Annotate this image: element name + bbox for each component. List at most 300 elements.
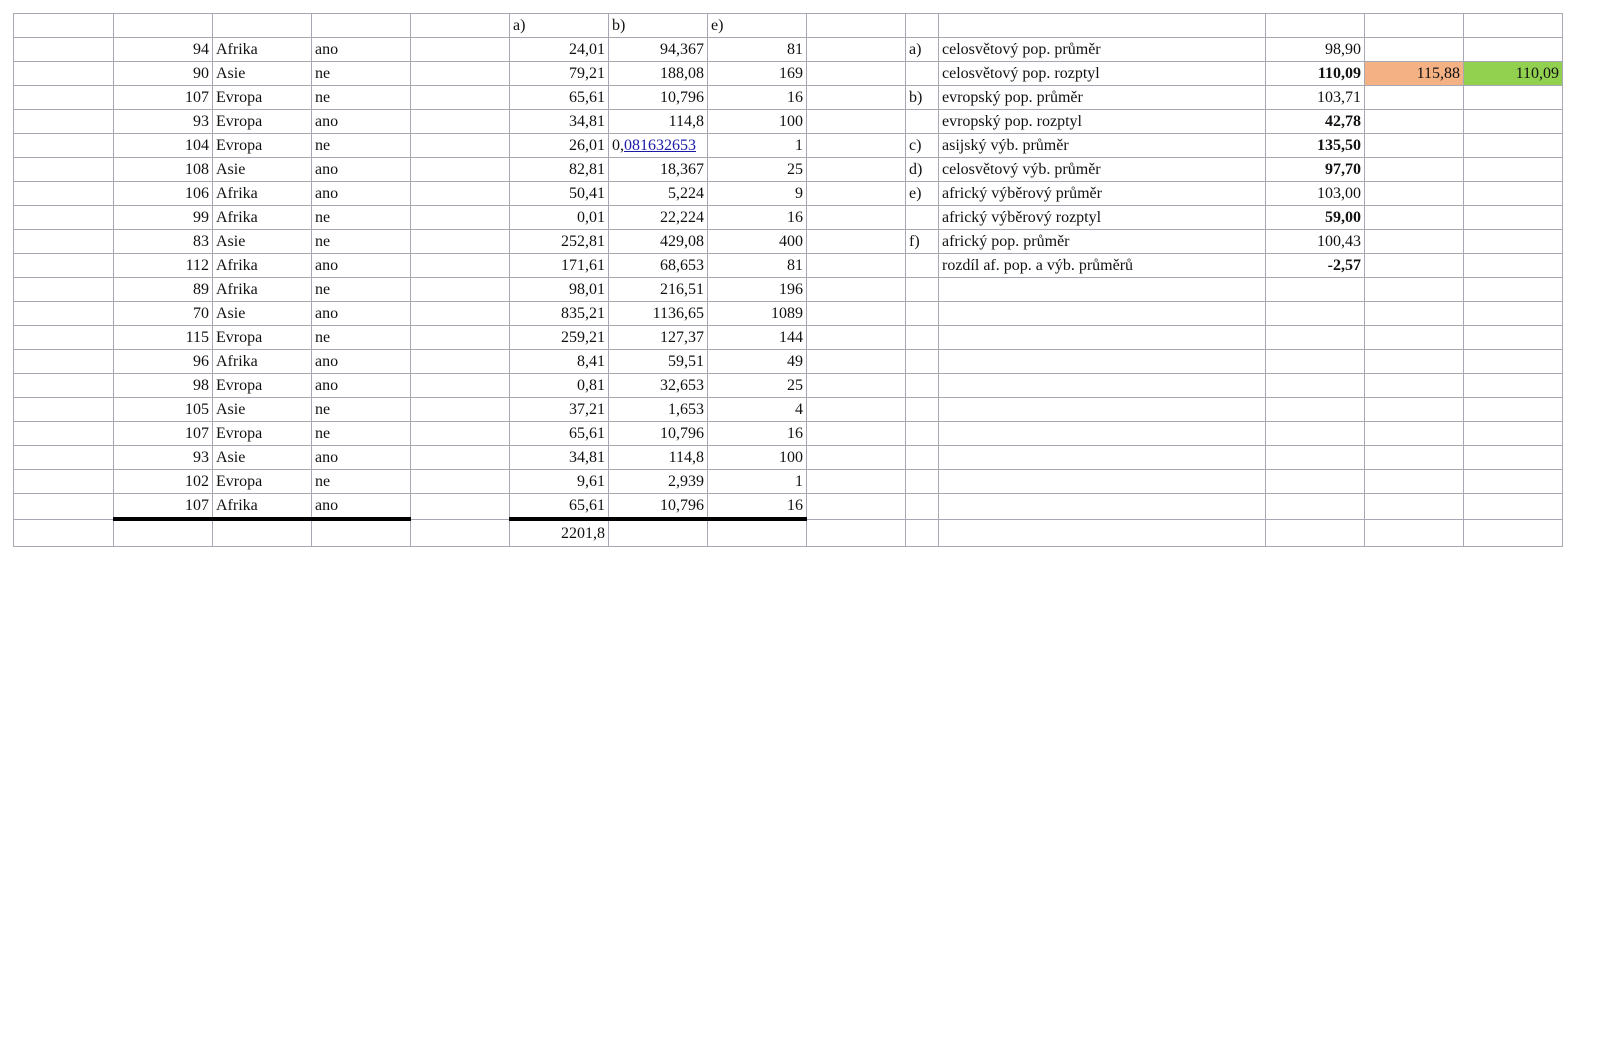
sheet-cell[interactable]	[906, 374, 939, 398]
summary-tag[interactable]: e)	[906, 182, 939, 206]
flag-cell[interactable]: ne	[312, 422, 411, 446]
col-a-cell[interactable]: 98,01	[510, 278, 609, 302]
sheet-cell[interactable]	[14, 206, 114, 230]
column-header-a[interactable]: a)	[510, 14, 609, 38]
flag-cell[interactable]: ano	[312, 254, 411, 278]
summary-tag[interactable]	[906, 110, 939, 134]
flag-cell[interactable]: ano	[312, 350, 411, 374]
sheet-cell[interactable]	[14, 62, 114, 86]
region-cell[interactable]: Asie	[213, 446, 312, 470]
sheet-cell[interactable]	[213, 519, 312, 547]
sheet-cell[interactable]	[807, 182, 906, 206]
region-cell[interactable]: Afrika	[213, 254, 312, 278]
sheet-cell[interactable]	[1365, 182, 1464, 206]
col-e-cell[interactable]: 100	[708, 446, 807, 470]
sheet-cell[interactable]	[1365, 470, 1464, 494]
summary-tag[interactable]: f)	[906, 230, 939, 254]
col-e-cell[interactable]: 16	[708, 494, 807, 520]
col-b-cell[interactable]: 114,8	[609, 446, 708, 470]
value-cell[interactable]: 112	[114, 254, 213, 278]
sheet-cell[interactable]	[411, 398, 510, 422]
col-e-cell[interactable]: 1089	[708, 302, 807, 326]
col-e-cell[interactable]: 16	[708, 206, 807, 230]
sheet-cell[interactable]	[14, 14, 114, 38]
sheet-cell[interactable]	[1464, 134, 1563, 158]
sheet-cell[interactable]	[1464, 86, 1563, 110]
sheet-cell[interactable]	[939, 350, 1266, 374]
col-a-cell[interactable]: 0,81	[510, 374, 609, 398]
value-cell[interactable]: 107	[114, 494, 213, 520]
sheet-cell[interactable]	[807, 494, 906, 520]
sheet-cell[interactable]	[939, 374, 1266, 398]
sheet-cell[interactable]	[1365, 446, 1464, 470]
col-e-cell[interactable]: 144	[708, 326, 807, 350]
sheet-cell[interactable]	[1464, 470, 1563, 494]
summary-extra-green[interactable]: 110,09	[1464, 62, 1563, 86]
region-cell[interactable]: Asie	[213, 398, 312, 422]
col-e-cell[interactable]: 4	[708, 398, 807, 422]
flag-cell[interactable]: ne	[312, 470, 411, 494]
sheet-cell[interactable]	[906, 350, 939, 374]
sheet-cell[interactable]	[14, 278, 114, 302]
sheet-cell[interactable]	[906, 398, 939, 422]
sheet-cell[interactable]	[609, 519, 708, 547]
sheet-cell[interactable]	[411, 494, 510, 520]
sheet-cell[interactable]	[14, 158, 114, 182]
sheet-cell[interactable]	[1266, 494, 1365, 520]
sheet-cell[interactable]	[1464, 110, 1563, 134]
value-cell[interactable]: 96	[114, 350, 213, 374]
sheet-cell[interactable]	[939, 278, 1266, 302]
summary-tag[interactable]	[906, 254, 939, 278]
col-e-cell[interactable]: 25	[708, 374, 807, 398]
col-a-cell[interactable]: 0,01	[510, 206, 609, 230]
col-e-cell[interactable]: 25	[708, 158, 807, 182]
col-a-cell[interactable]: 37,21	[510, 398, 609, 422]
col-a-cell[interactable]: 65,61	[510, 86, 609, 110]
value-cell[interactable]: 94	[114, 38, 213, 62]
sheet-cell[interactable]	[1365, 494, 1464, 520]
sheet-cell[interactable]	[312, 14, 411, 38]
sheet-cell[interactable]	[1365, 350, 1464, 374]
sheet-cell[interactable]	[1464, 350, 1563, 374]
col-a-cell[interactable]: 79,21	[510, 62, 609, 86]
sheet-cell[interactable]	[411, 519, 510, 547]
sheet-cell[interactable]	[411, 62, 510, 86]
total-cell[interactable]: 2201,8	[510, 519, 609, 547]
sheet-cell[interactable]	[411, 38, 510, 62]
region-cell[interactable]: Asie	[213, 302, 312, 326]
col-e-cell[interactable]: 81	[708, 254, 807, 278]
sheet-cell[interactable]	[807, 110, 906, 134]
flag-cell[interactable]: ne	[312, 206, 411, 230]
summary-tag[interactable]: a)	[906, 38, 939, 62]
summary-label[interactable]: rozdíl af. pop. a výb. průměrů	[939, 254, 1266, 278]
flag-cell[interactable]: ne	[312, 398, 411, 422]
sheet-cell[interactable]	[1464, 254, 1563, 278]
sheet-cell[interactable]	[939, 494, 1266, 520]
sheet-cell[interactable]	[411, 134, 510, 158]
sheet-cell[interactable]	[807, 519, 906, 547]
summary-value[interactable]: 42,78	[1266, 110, 1365, 134]
region-cell[interactable]: Evropa	[213, 326, 312, 350]
summary-value[interactable]: 97,70	[1266, 158, 1365, 182]
sheet-cell[interactable]	[14, 86, 114, 110]
sheet-cell[interactable]	[1464, 158, 1563, 182]
sheet-cell[interactable]	[906, 494, 939, 520]
region-cell[interactable]: Afrika	[213, 494, 312, 520]
summary-value[interactable]: 110,09	[1266, 62, 1365, 86]
sheet-cell[interactable]	[14, 182, 114, 206]
col-b-cell[interactable]: 127,37	[609, 326, 708, 350]
flag-cell[interactable]: ano	[312, 110, 411, 134]
sheet-cell[interactable]	[1365, 278, 1464, 302]
sheet-cell[interactable]	[411, 206, 510, 230]
sheet-cell[interactable]	[1266, 326, 1365, 350]
col-e-cell[interactable]: 9	[708, 182, 807, 206]
sheet-cell[interactable]	[411, 350, 510, 374]
sheet-cell[interactable]	[906, 326, 939, 350]
sheet-cell[interactable]	[939, 302, 1266, 326]
region-cell[interactable]: Evropa	[213, 110, 312, 134]
sheet-cell[interactable]	[1464, 182, 1563, 206]
sheet-cell[interactable]	[939, 326, 1266, 350]
sheet-cell[interactable]	[807, 158, 906, 182]
flag-cell[interactable]: ano	[312, 446, 411, 470]
flag-cell[interactable]: ano	[312, 158, 411, 182]
sheet-cell[interactable]	[14, 134, 114, 158]
sheet-cell[interactable]	[14, 446, 114, 470]
col-a-cell[interactable]: 50,41	[510, 182, 609, 206]
sheet-cell[interactable]	[14, 254, 114, 278]
sheet-cell[interactable]	[807, 374, 906, 398]
col-a-cell[interactable]: 26,01	[510, 134, 609, 158]
sheet-cell[interactable]	[1464, 326, 1563, 350]
col-b-cell[interactable]: 114,8	[609, 110, 708, 134]
value-cell[interactable]: 108	[114, 158, 213, 182]
sheet-cell[interactable]	[14, 38, 114, 62]
value-cell[interactable]: 93	[114, 446, 213, 470]
summary-value[interactable]: 103,71	[1266, 86, 1365, 110]
summary-label[interactable]: celosvětový pop. průměr	[939, 38, 1266, 62]
sheet-cell[interactable]	[906, 278, 939, 302]
value-cell[interactable]: 102	[114, 470, 213, 494]
sheet-cell[interactable]	[411, 14, 510, 38]
sheet-cell[interactable]	[14, 110, 114, 134]
region-cell[interactable]: Afrika	[213, 350, 312, 374]
sheet-cell[interactable]	[1464, 494, 1563, 520]
sheet-cell[interactable]	[411, 446, 510, 470]
sheet-cell[interactable]	[1464, 14, 1563, 38]
flag-cell[interactable]: ne	[312, 62, 411, 86]
sheet-cell[interactable]	[312, 519, 411, 547]
value-cell[interactable]: 107	[114, 86, 213, 110]
sheet-cell[interactable]	[1464, 422, 1563, 446]
col-e-cell[interactable]: 49	[708, 350, 807, 374]
sheet-cell[interactable]	[14, 350, 114, 374]
summary-value[interactable]: 100,43	[1266, 230, 1365, 254]
summary-tag[interactable]: c)	[906, 134, 939, 158]
col-b-cell[interactable]: 22,224	[609, 206, 708, 230]
sheet-cell[interactable]	[411, 182, 510, 206]
sheet-cell[interactable]	[807, 302, 906, 326]
sheet-cell[interactable]	[807, 398, 906, 422]
sheet-cell[interactable]	[1464, 206, 1563, 230]
sheet-cell[interactable]	[939, 519, 1266, 547]
col-e-cell[interactable]: 81	[708, 38, 807, 62]
sheet-cell[interactable]	[411, 302, 510, 326]
sheet-cell[interactable]	[1464, 278, 1563, 302]
col-a-cell[interactable]: 82,81	[510, 158, 609, 182]
sheet-cell[interactable]	[906, 470, 939, 494]
flag-cell[interactable]: ne	[312, 86, 411, 110]
col-b-link[interactable]: 081632653	[624, 137, 696, 154]
sheet-cell[interactable]	[411, 254, 510, 278]
sheet-cell[interactable]	[1266, 422, 1365, 446]
summary-extra-orange[interactable]: 115,88	[1365, 62, 1464, 86]
col-b-cell[interactable]: 18,367	[609, 158, 708, 182]
sheet-cell[interactable]	[1365, 86, 1464, 110]
sheet-cell[interactable]	[807, 326, 906, 350]
sheet-cell[interactable]	[411, 374, 510, 398]
sheet-cell[interactable]	[14, 422, 114, 446]
sheet-cell[interactable]	[1464, 374, 1563, 398]
sheet-cell[interactable]	[807, 470, 906, 494]
summary-value[interactable]: 103,00	[1266, 182, 1365, 206]
region-cell[interactable]: Asie	[213, 62, 312, 86]
col-b-cell[interactable]: 68,653	[609, 254, 708, 278]
summary-tag[interactable]: b)	[906, 86, 939, 110]
sheet-cell[interactable]	[14, 374, 114, 398]
col-b-cell[interactable]: 216,51	[609, 278, 708, 302]
sheet-cell[interactable]	[906, 519, 939, 547]
flag-cell[interactable]: ano	[312, 494, 411, 520]
sheet-cell[interactable]	[1365, 206, 1464, 230]
col-a-cell[interactable]: 65,61	[510, 494, 609, 520]
flag-cell[interactable]: ano	[312, 182, 411, 206]
sheet-cell[interactable]	[939, 14, 1266, 38]
sheet-cell[interactable]	[14, 230, 114, 254]
summary-label[interactable]: evropský pop. průměr	[939, 86, 1266, 110]
col-e-cell[interactable]: 16	[708, 86, 807, 110]
col-a-cell[interactable]: 8,41	[510, 350, 609, 374]
sheet-cell[interactable]	[14, 494, 114, 520]
sheet-cell[interactable]	[411, 326, 510, 350]
col-b-cell[interactable]: 1,653	[609, 398, 708, 422]
sheet-cell[interactable]	[1464, 38, 1563, 62]
region-cell[interactable]: Evropa	[213, 86, 312, 110]
sheet-cell[interactable]	[1464, 519, 1563, 547]
sheet-cell[interactable]	[807, 350, 906, 374]
sheet-cell[interactable]	[906, 446, 939, 470]
col-e-cell[interactable]: 1	[708, 470, 807, 494]
sheet-cell[interactable]	[807, 446, 906, 470]
col-e-cell[interactable]: 100	[708, 110, 807, 134]
flag-cell[interactable]: ano	[312, 302, 411, 326]
sheet-cell[interactable]	[807, 62, 906, 86]
sheet-cell[interactable]	[1365, 158, 1464, 182]
sheet-cell[interactable]	[1365, 302, 1464, 326]
sheet-cell[interactable]	[1266, 398, 1365, 422]
sheet-cell[interactable]	[411, 230, 510, 254]
sheet-cell[interactable]	[1365, 519, 1464, 547]
sheet-cell[interactable]	[114, 14, 213, 38]
col-a-cell[interactable]: 65,61	[510, 422, 609, 446]
sheet-cell[interactable]	[411, 86, 510, 110]
sheet-cell[interactable]	[807, 230, 906, 254]
sheet-cell[interactable]	[807, 86, 906, 110]
col-e-cell[interactable]: 1	[708, 134, 807, 158]
summary-label[interactable]: evropský pop. rozptyl	[939, 110, 1266, 134]
sheet-cell[interactable]	[1365, 38, 1464, 62]
summary-value[interactable]: 98,90	[1266, 38, 1365, 62]
region-cell[interactable]: Afrika	[213, 182, 312, 206]
sheet-cell[interactable]	[1266, 519, 1365, 547]
summary-label[interactable]: asijský výb. průměr	[939, 134, 1266, 158]
sheet-cell[interactable]	[1365, 374, 1464, 398]
sheet-cell[interactable]	[1266, 446, 1365, 470]
sheet-cell[interactable]	[411, 158, 510, 182]
sheet-cell[interactable]	[1266, 470, 1365, 494]
sheet-cell[interactable]	[939, 422, 1266, 446]
col-b-cell[interactable]: 10,796	[609, 494, 708, 520]
col-a-cell[interactable]: 835,21	[510, 302, 609, 326]
col-e-cell[interactable]: 16	[708, 422, 807, 446]
value-cell[interactable]: 70	[114, 302, 213, 326]
sheet-cell[interactable]	[213, 14, 312, 38]
sheet-cell[interactable]	[1266, 302, 1365, 326]
flag-cell[interactable]: ne	[312, 230, 411, 254]
region-cell[interactable]: Evropa	[213, 422, 312, 446]
summary-label[interactable]: celosvětový výb. průměr	[939, 158, 1266, 182]
value-cell[interactable]: 83	[114, 230, 213, 254]
col-b-cell[interactable]	[609, 134, 708, 158]
sheet-cell[interactable]	[1464, 398, 1563, 422]
region-cell[interactable]: Evropa	[213, 134, 312, 158]
region-cell[interactable]: Afrika	[213, 278, 312, 302]
summary-label[interactable]: africký výběrový rozptyl	[939, 206, 1266, 230]
sheet-cell[interactable]	[1464, 302, 1563, 326]
column-header-b[interactable]: b)	[609, 14, 708, 38]
region-cell[interactable]: Asie	[213, 158, 312, 182]
sheet-cell[interactable]	[1365, 134, 1464, 158]
sheet-cell[interactable]	[807, 422, 906, 446]
summary-label[interactable]: celosvětový pop. rozptyl	[939, 62, 1266, 86]
sheet-cell[interactable]	[906, 302, 939, 326]
col-a-cell[interactable]: 34,81	[510, 446, 609, 470]
region-cell[interactable]: Evropa	[213, 374, 312, 398]
sheet-cell[interactable]	[807, 254, 906, 278]
sheet-cell[interactable]	[114, 519, 213, 547]
sheet-cell[interactable]	[14, 398, 114, 422]
summary-value[interactable]: 135,50	[1266, 134, 1365, 158]
flag-cell[interactable]: ne	[312, 134, 411, 158]
sheet-cell[interactable]	[807, 134, 906, 158]
col-b-cell[interactable]: 2,939	[609, 470, 708, 494]
col-a-cell[interactable]: 252,81	[510, 230, 609, 254]
sheet-cell[interactable]	[411, 278, 510, 302]
sheet-cell[interactable]	[1266, 278, 1365, 302]
col-b-cell[interactable]: 59,51	[609, 350, 708, 374]
sheet-cell[interactable]	[1365, 326, 1464, 350]
col-a-cell[interactable]: 259,21	[510, 326, 609, 350]
summary-value[interactable]: 59,00	[1266, 206, 1365, 230]
value-cell[interactable]: 90	[114, 62, 213, 86]
sheet-cell[interactable]	[411, 470, 510, 494]
sheet-cell[interactable]	[807, 14, 906, 38]
summary-label[interactable]: africký pop. průměr	[939, 230, 1266, 254]
sheet-cell[interactable]	[939, 398, 1266, 422]
sheet-cell[interactable]	[807, 278, 906, 302]
sheet-cell[interactable]	[1464, 446, 1563, 470]
sheet-cell[interactable]	[807, 206, 906, 230]
col-a-cell[interactable]: 34,81	[510, 110, 609, 134]
flag-cell[interactable]: ano	[312, 374, 411, 398]
summary-label[interactable]: africký výběrový průměr	[939, 182, 1266, 206]
flag-cell[interactable]: ne	[312, 278, 411, 302]
sheet-cell[interactable]	[1365, 422, 1464, 446]
value-cell[interactable]: 115	[114, 326, 213, 350]
sheet-cell[interactable]	[906, 14, 939, 38]
col-b-cell[interactable]: 94,367	[609, 38, 708, 62]
summary-value[interactable]: -2,57	[1266, 254, 1365, 278]
region-cell[interactable]: Asie	[213, 230, 312, 254]
sheet-cell[interactable]	[14, 326, 114, 350]
col-b-cell[interactable]: 10,796	[609, 86, 708, 110]
col-b-cell[interactable]: 5,224	[609, 182, 708, 206]
sheet-cell[interactable]	[1365, 398, 1464, 422]
region-cell[interactable]: Evropa	[213, 470, 312, 494]
region-cell[interactable]: Afrika	[213, 38, 312, 62]
sheet-cell[interactable]	[939, 446, 1266, 470]
sheet-cell[interactable]	[1365, 254, 1464, 278]
col-b-cell[interactable]: 32,653	[609, 374, 708, 398]
col-b-cell[interactable]: 10,796	[609, 422, 708, 446]
col-b-cell[interactable]: 429,08	[609, 230, 708, 254]
col-a-cell[interactable]: 9,61	[510, 470, 609, 494]
sheet-cell[interactable]	[906, 422, 939, 446]
sheet-cell[interactable]	[1365, 230, 1464, 254]
sheet-cell[interactable]	[807, 38, 906, 62]
flag-cell[interactable]: ne	[312, 326, 411, 350]
sheet-cell[interactable]	[14, 470, 114, 494]
sheet-cell[interactable]	[1266, 374, 1365, 398]
col-b-cell[interactable]: 1136,65	[609, 302, 708, 326]
sheet-cell[interactable]	[1266, 350, 1365, 374]
col-e-cell[interactable]: 196	[708, 278, 807, 302]
sheet-cell[interactable]	[1365, 14, 1464, 38]
sheet-cell[interactable]	[708, 519, 807, 547]
flag-cell[interactable]: ano	[312, 38, 411, 62]
sheet-cell[interactable]	[411, 110, 510, 134]
sheet-cell[interactable]	[939, 470, 1266, 494]
region-cell[interactable]: Afrika	[213, 206, 312, 230]
col-e-cell[interactable]: 400	[708, 230, 807, 254]
col-e-cell[interactable]: 169	[708, 62, 807, 86]
value-cell[interactable]: 106	[114, 182, 213, 206]
sheet-cell[interactable]	[1365, 110, 1464, 134]
sheet-cell[interactable]	[14, 519, 114, 547]
value-cell[interactable]: 99	[114, 206, 213, 230]
value-cell[interactable]: 107	[114, 422, 213, 446]
col-b-cell[interactable]: 188,08	[609, 62, 708, 86]
value-cell[interactable]: 105	[114, 398, 213, 422]
summary-tag[interactable]	[906, 206, 939, 230]
sheet-cell[interactable]	[1266, 14, 1365, 38]
value-cell[interactable]: 104	[114, 134, 213, 158]
value-cell[interactable]: 89	[114, 278, 213, 302]
sheet-cell[interactable]	[1464, 230, 1563, 254]
